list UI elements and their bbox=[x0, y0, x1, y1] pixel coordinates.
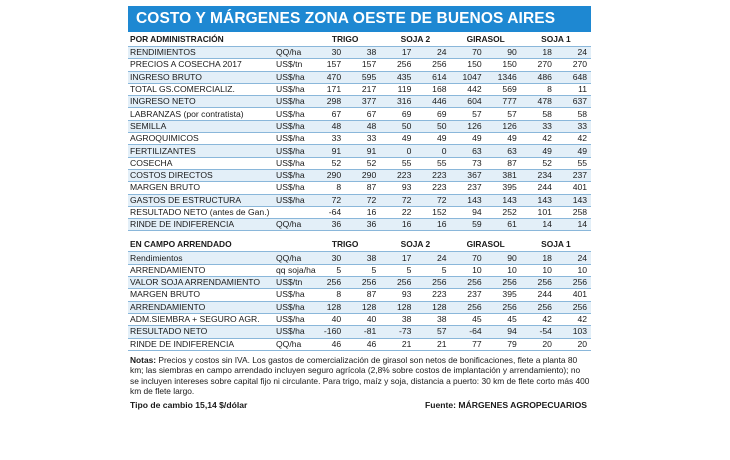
footer bbox=[128, 400, 591, 410]
section-title: POR ADMINISTRACIÓN bbox=[128, 32, 310, 47]
value-cell: 49 bbox=[380, 133, 415, 145]
value-cell: 0 bbox=[415, 145, 450, 157]
value-cell: 77 bbox=[451, 338, 486, 350]
table-row bbox=[128, 182, 591, 194]
table-row bbox=[128, 289, 591, 301]
row-label: ARRENDAMIENTO bbox=[128, 264, 276, 276]
crop-header-soja2: SOJA 2 bbox=[380, 237, 450, 252]
value-cell: 69 bbox=[380, 108, 415, 120]
row-label: SEMILLA bbox=[128, 120, 276, 132]
value-cell: 256 bbox=[451, 301, 486, 313]
row-label: VALOR SOJA ARRENDAMIENTO bbox=[128, 277, 276, 289]
value-cell: 648 bbox=[556, 71, 591, 83]
value-cell: 256 bbox=[415, 59, 450, 71]
value-cell: 24 bbox=[556, 252, 591, 264]
value-cell: 270 bbox=[521, 59, 556, 71]
value-cell: 70 bbox=[451, 252, 486, 264]
value-cell: 256 bbox=[345, 277, 380, 289]
value-cell: 171 bbox=[310, 83, 345, 95]
value-cell: 72 bbox=[415, 194, 450, 206]
value-cell: 79 bbox=[486, 338, 521, 350]
value-cell: 57 bbox=[415, 326, 450, 338]
value-cell: 45 bbox=[451, 313, 486, 325]
value-cell: 40 bbox=[310, 313, 345, 325]
value-cell: 94 bbox=[486, 326, 521, 338]
value-cell: 5 bbox=[310, 264, 345, 276]
value-cell: 8 bbox=[521, 83, 556, 95]
value-cell: 157 bbox=[345, 59, 380, 71]
row-label: GASTOS DE ESTRUCTURA bbox=[128, 194, 276, 206]
value-cell: 103 bbox=[556, 326, 591, 338]
value-cell: -64 bbox=[310, 206, 345, 218]
value-cell: 1047 bbox=[451, 71, 486, 83]
value-cell: 256 bbox=[556, 301, 591, 313]
value-cell: 38 bbox=[380, 313, 415, 325]
value-cell: 256 bbox=[486, 277, 521, 289]
row-label: RINDE DE INDIFERENCIA bbox=[128, 219, 276, 231]
row-label: TOTAL GS.COMERCIALIZ. bbox=[128, 83, 276, 95]
table-row bbox=[128, 169, 591, 181]
value-cell: 55 bbox=[415, 157, 450, 169]
row-label: PRECIOS A COSECHA 2017 bbox=[128, 59, 276, 71]
row-unit: US$/ha bbox=[276, 326, 310, 338]
value-cell: 377 bbox=[345, 96, 380, 108]
value-cell: 237 bbox=[451, 289, 486, 301]
value-cell: 40 bbox=[345, 313, 380, 325]
value-cell: 72 bbox=[380, 194, 415, 206]
exchange-rate: Tipo de cambio 15,14 $/dólar bbox=[130, 400, 248, 411]
value-cell: 478 bbox=[521, 96, 556, 108]
value-cell: 381 bbox=[486, 169, 521, 181]
value-cell: 72 bbox=[310, 194, 345, 206]
value-cell: 401 bbox=[556, 289, 591, 301]
value-cell: 94 bbox=[451, 206, 486, 218]
value-cell: 93 bbox=[380, 182, 415, 194]
table-row bbox=[128, 194, 591, 206]
value-cell: 217 bbox=[345, 83, 380, 95]
value-cell: 38 bbox=[415, 313, 450, 325]
value-cell: 33 bbox=[310, 133, 345, 145]
value-cell: 10 bbox=[486, 264, 521, 276]
value-cell: 256 bbox=[521, 301, 556, 313]
arrendado-section bbox=[128, 237, 591, 350]
row-unit: US$/ha bbox=[276, 108, 310, 120]
value-cell: 67 bbox=[310, 108, 345, 120]
value-cell: -81 bbox=[345, 326, 380, 338]
value-cell: 87 bbox=[486, 157, 521, 169]
row-label: RENDIMIENTOS bbox=[128, 47, 276, 59]
value-cell: 48 bbox=[345, 120, 380, 132]
row-label: RINDE DE INDIFERENCIA bbox=[128, 338, 276, 350]
value-cell: 52 bbox=[345, 157, 380, 169]
value-cell: 367 bbox=[451, 169, 486, 181]
value-cell: 50 bbox=[380, 120, 415, 132]
row-unit: US$/ha bbox=[276, 96, 310, 108]
crop-header-trigo: TRIGO bbox=[310, 237, 380, 252]
value-cell: 5 bbox=[415, 264, 450, 276]
table-row bbox=[128, 301, 591, 313]
row-label: COSTOS DIRECTOS bbox=[128, 169, 276, 181]
value-cell: 30 bbox=[310, 252, 345, 264]
value-cell: 8 bbox=[310, 289, 345, 301]
value-cell: 470 bbox=[310, 71, 345, 83]
value-cell: 223 bbox=[415, 182, 450, 194]
value-cell: 16 bbox=[345, 206, 380, 218]
row-label: AGROQUIMICOS bbox=[128, 133, 276, 145]
value-cell: 5 bbox=[380, 264, 415, 276]
table-row bbox=[128, 133, 591, 145]
value-cell: 237 bbox=[451, 182, 486, 194]
row-unit: US$/ha bbox=[276, 133, 310, 145]
row-label: MARGEN BRUTO bbox=[128, 289, 276, 301]
value-cell: 11 bbox=[556, 83, 591, 95]
value-cell: 49 bbox=[415, 133, 450, 145]
value-cell: 8 bbox=[310, 182, 345, 194]
value-cell: 42 bbox=[521, 133, 556, 145]
value-cell: 256 bbox=[556, 277, 591, 289]
value-cell: 69 bbox=[415, 108, 450, 120]
row-unit: US$/tn bbox=[276, 59, 310, 71]
row-label: RESULTADO NETO (antes de Gan.) bbox=[128, 206, 276, 218]
row-label: LABRANZAS (por contratista) bbox=[128, 108, 276, 120]
value-cell: -160 bbox=[310, 326, 345, 338]
table-row bbox=[128, 326, 591, 338]
value-cell: 24 bbox=[415, 47, 450, 59]
value-cell: 244 bbox=[521, 289, 556, 301]
value-cell: 33 bbox=[521, 120, 556, 132]
row-label: FERTILIZANTES bbox=[128, 145, 276, 157]
value-cell: 101 bbox=[521, 206, 556, 218]
value-cell: 256 bbox=[380, 59, 415, 71]
value-cell: 128 bbox=[310, 301, 345, 313]
table-row bbox=[128, 277, 591, 289]
section-title: EN CAMPO ARRENDADO bbox=[128, 237, 310, 252]
value-cell: 52 bbox=[310, 157, 345, 169]
value-cell: 20 bbox=[521, 338, 556, 350]
value-cell: 63 bbox=[486, 145, 521, 157]
value-cell: 119 bbox=[380, 83, 415, 95]
value-cell: 256 bbox=[310, 277, 345, 289]
row-label: INGRESO NETO bbox=[128, 96, 276, 108]
row-unit: US$/ha bbox=[276, 289, 310, 301]
value-cell: 256 bbox=[380, 277, 415, 289]
value-cell: 595 bbox=[345, 71, 380, 83]
value-cell: 91 bbox=[345, 145, 380, 157]
value-cell: 36 bbox=[345, 219, 380, 231]
table-row bbox=[128, 338, 591, 350]
crop-header-soja1: SOJA 1 bbox=[521, 237, 591, 252]
value-cell: 57 bbox=[486, 108, 521, 120]
value-cell: 90 bbox=[486, 252, 521, 264]
value-cell: 14 bbox=[556, 219, 591, 231]
value-cell: 30 bbox=[310, 47, 345, 59]
value-cell: 0 bbox=[380, 145, 415, 157]
row-unit: US$/ha bbox=[276, 182, 310, 194]
infographic-title: COSTO Y MÁRGENES ZONA OESTE DE BUENOS AIRES bbox=[128, 6, 591, 32]
value-cell: 93 bbox=[380, 289, 415, 301]
row-label: Rendimientos bbox=[128, 252, 276, 264]
row-unit: QQ/ha bbox=[276, 219, 310, 231]
value-cell: 234 bbox=[521, 169, 556, 181]
value-cell: 143 bbox=[451, 194, 486, 206]
value-cell: 21 bbox=[380, 338, 415, 350]
value-cell: 252 bbox=[486, 206, 521, 218]
value-cell: -73 bbox=[380, 326, 415, 338]
value-cell: 126 bbox=[486, 120, 521, 132]
value-cell: 298 bbox=[310, 96, 345, 108]
value-cell: 59 bbox=[451, 219, 486, 231]
table-row bbox=[128, 96, 591, 108]
value-cell: 290 bbox=[345, 169, 380, 181]
value-cell: 1346 bbox=[486, 71, 521, 83]
value-cell: 10 bbox=[521, 264, 556, 276]
table-row bbox=[128, 206, 591, 218]
value-cell: 637 bbox=[556, 96, 591, 108]
value-cell: 24 bbox=[415, 252, 450, 264]
value-cell: 256 bbox=[451, 277, 486, 289]
value-cell: 569 bbox=[486, 83, 521, 95]
value-cell: -54 bbox=[521, 326, 556, 338]
row-label: ARRENDAMIENTO bbox=[128, 301, 276, 313]
row-label: COSECHA bbox=[128, 157, 276, 169]
value-cell: 49 bbox=[451, 133, 486, 145]
row-label: INGRESO BRUTO bbox=[128, 71, 276, 83]
value-cell: 395 bbox=[486, 182, 521, 194]
value-cell: 256 bbox=[486, 301, 521, 313]
admin-section-header bbox=[128, 32, 591, 47]
value-cell: 33 bbox=[345, 133, 380, 145]
row-label: ADM.SIEMBRA + SEGURO AGR. bbox=[128, 313, 276, 325]
value-cell: 152 bbox=[415, 206, 450, 218]
value-cell: 46 bbox=[345, 338, 380, 350]
value-cell: 256 bbox=[415, 277, 450, 289]
crop-header-girasol: GIRASOL bbox=[451, 32, 521, 47]
value-cell: 73 bbox=[451, 157, 486, 169]
row-unit: US$/tn bbox=[276, 277, 310, 289]
value-cell: 237 bbox=[556, 169, 591, 181]
value-cell: 223 bbox=[415, 289, 450, 301]
table-row bbox=[128, 47, 591, 59]
value-cell: 401 bbox=[556, 182, 591, 194]
value-cell: 20 bbox=[556, 338, 591, 350]
value-cell: 61 bbox=[486, 219, 521, 231]
crop-header-soja2: SOJA 2 bbox=[380, 32, 450, 47]
value-cell: 67 bbox=[345, 108, 380, 120]
value-cell: 36 bbox=[310, 219, 345, 231]
value-cell: 270 bbox=[556, 59, 591, 71]
value-cell: 48 bbox=[310, 120, 345, 132]
row-unit: US$/ha bbox=[276, 301, 310, 313]
value-cell: 150 bbox=[451, 59, 486, 71]
value-cell: 90 bbox=[486, 47, 521, 59]
value-cell: 143 bbox=[486, 194, 521, 206]
value-cell: 70 bbox=[451, 47, 486, 59]
value-cell: 16 bbox=[380, 219, 415, 231]
value-cell: 244 bbox=[521, 182, 556, 194]
value-cell: 604 bbox=[451, 96, 486, 108]
value-cell: 42 bbox=[556, 133, 591, 145]
table-row bbox=[128, 313, 591, 325]
row-label: RESULTADO NETO bbox=[128, 326, 276, 338]
row-unit: QQ/ha bbox=[276, 338, 310, 350]
value-cell: 128 bbox=[345, 301, 380, 313]
value-cell: 223 bbox=[415, 169, 450, 181]
value-cell: 10 bbox=[556, 264, 591, 276]
row-unit: QQ/ha bbox=[276, 252, 310, 264]
value-cell: 46 bbox=[310, 338, 345, 350]
value-cell: 18 bbox=[521, 47, 556, 59]
crop-header-girasol: GIRASOL bbox=[451, 237, 521, 252]
value-cell: 55 bbox=[556, 157, 591, 169]
value-cell: 486 bbox=[521, 71, 556, 83]
value-cell: 38 bbox=[345, 252, 380, 264]
value-cell: 442 bbox=[451, 83, 486, 95]
value-cell: 10 bbox=[451, 264, 486, 276]
row-unit: US$/ha bbox=[276, 194, 310, 206]
table-row bbox=[128, 264, 591, 276]
value-cell: 150 bbox=[486, 59, 521, 71]
value-cell: 128 bbox=[415, 301, 450, 313]
value-cell: 49 bbox=[556, 145, 591, 157]
value-cell: 143 bbox=[521, 194, 556, 206]
value-cell: 777 bbox=[486, 96, 521, 108]
infographic bbox=[128, 6, 591, 410]
value-cell: 22 bbox=[380, 206, 415, 218]
table-row bbox=[128, 157, 591, 169]
value-cell: 16 bbox=[415, 219, 450, 231]
value-cell: 290 bbox=[310, 169, 345, 181]
value-cell: 126 bbox=[451, 120, 486, 132]
value-cell: 14 bbox=[521, 219, 556, 231]
value-cell: 18 bbox=[521, 252, 556, 264]
value-cell: 168 bbox=[415, 83, 450, 95]
value-cell: 57 bbox=[451, 108, 486, 120]
value-cell: 91 bbox=[310, 145, 345, 157]
notes bbox=[128, 355, 591, 397]
value-cell: 58 bbox=[521, 108, 556, 120]
table-row bbox=[128, 120, 591, 132]
row-unit: US$/ha bbox=[276, 71, 310, 83]
row-unit: US$/ha bbox=[276, 169, 310, 181]
row-unit: US$/ha bbox=[276, 157, 310, 169]
value-cell: 395 bbox=[486, 289, 521, 301]
table-row bbox=[128, 83, 591, 95]
table-row bbox=[128, 219, 591, 231]
margins-table bbox=[128, 32, 591, 351]
value-cell: 33 bbox=[556, 120, 591, 132]
value-cell: 87 bbox=[345, 289, 380, 301]
row-unit: US$/ha bbox=[276, 83, 310, 95]
table-row bbox=[128, 252, 591, 264]
value-cell: 55 bbox=[380, 157, 415, 169]
value-cell: 58 bbox=[556, 108, 591, 120]
value-cell: 258 bbox=[556, 206, 591, 218]
crop-header-soja1: SOJA 1 bbox=[521, 32, 591, 47]
value-cell: 24 bbox=[556, 47, 591, 59]
value-cell: 256 bbox=[521, 277, 556, 289]
value-cell: 435 bbox=[380, 71, 415, 83]
value-cell: 42 bbox=[521, 313, 556, 325]
value-cell: 87 bbox=[345, 182, 380, 194]
table-row bbox=[128, 145, 591, 157]
value-cell: 52 bbox=[521, 157, 556, 169]
value-cell: 63 bbox=[451, 145, 486, 157]
row-unit: QQ/ha bbox=[276, 47, 310, 59]
value-cell: 49 bbox=[486, 133, 521, 145]
row-unit: qq soja/ha bbox=[276, 264, 316, 275]
value-cell: 72 bbox=[345, 194, 380, 206]
crop-header-trigo: TRIGO bbox=[310, 32, 380, 47]
notes-text: Precios y costos sin IVA. Los gastos de comercialización de girasol son netos de bonificaciones, flete a planta 80 km; las siembras en campo arrendado incluyen seguro agrícola (2,8% sobre costos de implantación y arrendamiento); no se incluyen intereses sobre capital fijo ni circulante. Para trigo, maíz y soja, distancia a puerto: 30 km de flete corto más 400 km de flete largo. bbox=[130, 354, 590, 397]
table-row bbox=[128, 71, 591, 83]
notes-heading: Notas: bbox=[130, 354, 157, 365]
value-cell: 223 bbox=[380, 169, 415, 181]
value-cell: 157 bbox=[310, 59, 345, 71]
row-unit: US$/ha bbox=[276, 313, 310, 325]
row-unit: US$/ha bbox=[276, 145, 310, 157]
value-cell: 128 bbox=[380, 301, 415, 313]
value-cell: 17 bbox=[380, 252, 415, 264]
value-cell: 49 bbox=[521, 145, 556, 157]
value-cell: 17 bbox=[380, 47, 415, 59]
value-cell: 5 bbox=[345, 264, 380, 276]
value-cell: 21 bbox=[415, 338, 450, 350]
row-unit bbox=[276, 206, 310, 218]
table-row bbox=[128, 59, 591, 71]
value-cell: 446 bbox=[415, 96, 450, 108]
value-cell: 143 bbox=[556, 194, 591, 206]
source: Fuente: MÁRGENES AGROPECUARIOS bbox=[424, 400, 587, 411]
value-cell: 50 bbox=[415, 120, 450, 132]
arrendado-section-header bbox=[128, 237, 591, 252]
admin-section bbox=[128, 32, 591, 231]
table-row bbox=[128, 108, 591, 120]
row-unit: US$/ha bbox=[276, 120, 310, 132]
value-cell: 42 bbox=[556, 313, 591, 325]
value-cell: 316 bbox=[380, 96, 415, 108]
value-cell: 45 bbox=[486, 313, 521, 325]
value-cell: 614 bbox=[415, 71, 450, 83]
value-cell: 38 bbox=[345, 47, 380, 59]
value-cell: -64 bbox=[451, 326, 486, 338]
row-label: MARGEN BRUTO bbox=[128, 182, 276, 194]
